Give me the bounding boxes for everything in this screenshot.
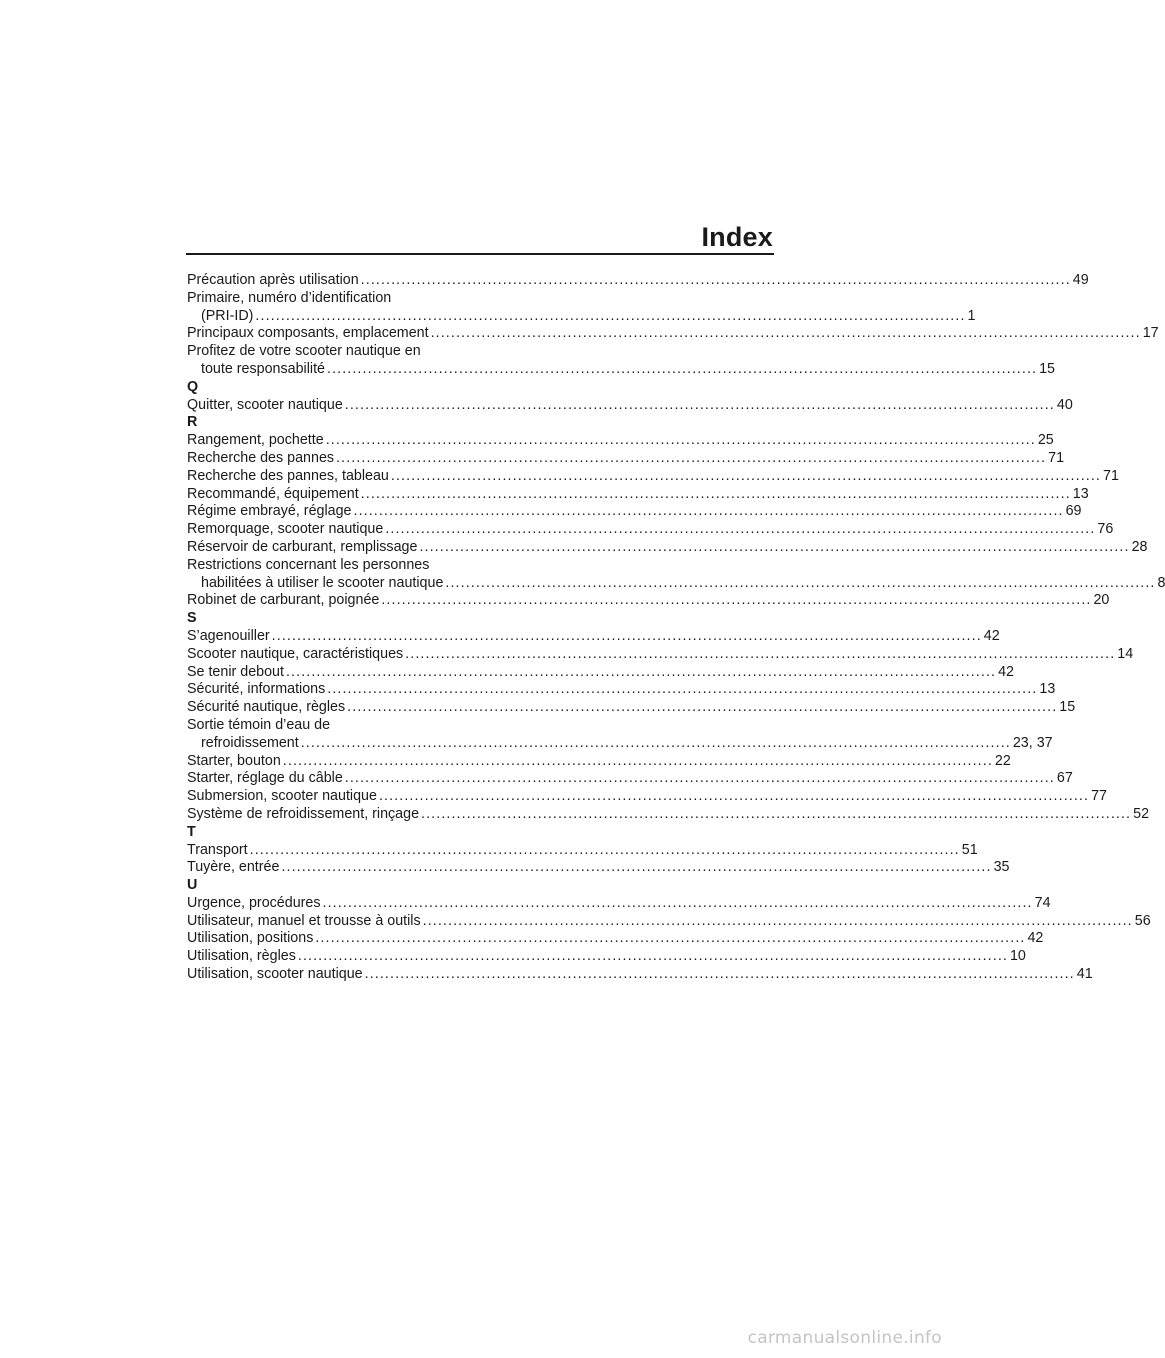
index-entry-text bbox=[187, 717, 471, 735]
index-entry-page: 17 bbox=[1142, 325, 1159, 342]
dot-leader: ............................................................................................................................................ bbox=[405, 645, 1116, 662]
index-entry bbox=[187, 699, 1076, 717]
index-entry-page: 49 bbox=[1072, 272, 1089, 288]
dot-leader: ............................................................................................................................................ bbox=[364, 966, 1075, 983]
index-entry-label: Primaire, numéro d’identification bbox=[187, 289, 392, 306]
index-entry bbox=[187, 627, 1000, 646]
dot-leader: ............................................................................................................................................ bbox=[327, 681, 1038, 698]
index-entry bbox=[187, 503, 1082, 521]
index-entry-page: 1 bbox=[967, 307, 976, 324]
dot-leader: ............................................................................................................................................ bbox=[300, 734, 1011, 751]
index-entry-page: 28 bbox=[1131, 538, 1148, 555]
index-entry-page: 67 bbox=[1056, 770, 1073, 787]
index-entry bbox=[187, 325, 1159, 343]
index-entry-page: 41 bbox=[1076, 966, 1093, 983]
dot-leader: ............................................................................................................................................ bbox=[281, 859, 992, 876]
index-entry-label: Quitter, scooter nautique bbox=[187, 396, 343, 413]
dot-leader: ............................................................................................................................................ bbox=[297, 948, 1008, 965]
index-entry-label: Régime embrayé, réglage bbox=[187, 503, 352, 520]
index-entry bbox=[187, 521, 1114, 539]
dot-leader: ............................................................................................................................................ bbox=[422, 912, 1133, 929]
index-entry-page: 76 bbox=[1097, 521, 1114, 538]
dot-leader: ............................................................................................................................................ bbox=[378, 788, 1090, 805]
index-entry-label: Utilisation, règles bbox=[187, 948, 296, 965]
index-entry bbox=[187, 396, 1073, 415]
index-entry-label: Utilisation, positions bbox=[187, 930, 314, 947]
index-entry-label: Utilisateur, manuel et trousse à outils bbox=[187, 912, 421, 929]
index-entry bbox=[187, 449, 1065, 468]
dot-leader: ............................................................................................................................................ bbox=[360, 272, 1071, 288]
index-entry-label: Réservoir de carburant, remplissage bbox=[187, 538, 418, 555]
index-entry-page: 13 bbox=[1072, 485, 1089, 502]
index-entry-page: 10 bbox=[1009, 948, 1026, 965]
index-entry-label: Recherche des pannes, tableau bbox=[187, 467, 389, 484]
index-entry bbox=[187, 841, 978, 860]
index-entry bbox=[187, 859, 1010, 877]
index-entry-label: Sécurité, informations bbox=[187, 681, 326, 698]
index-entry bbox=[187, 645, 1134, 664]
index-entry bbox=[187, 467, 1119, 486]
index-entry bbox=[187, 948, 1026, 966]
index-entry-label: Utilisation, scooter nautique bbox=[187, 966, 363, 983]
index-entry-page: 25 bbox=[1037, 432, 1054, 449]
dot-leader: ............................................................................................................................................ bbox=[430, 325, 1141, 342]
index-column bbox=[187, 272, 1165, 984]
index-entry bbox=[187, 966, 1093, 984]
index-entry bbox=[187, 805, 1150, 824]
index-entry-label: Tuyère, entrée bbox=[187, 859, 280, 876]
index-entry-page: 14 bbox=[1117, 645, 1134, 662]
dot-leader: ............................................................................................................................................ bbox=[315, 930, 1026, 947]
index-entry-label: Système de refroidissement, rinçage bbox=[187, 805, 420, 822]
index-entry-page: 71 bbox=[1103, 467, 1119, 484]
index-entry bbox=[187, 272, 1089, 290]
index-entry bbox=[187, 894, 1051, 913]
index-entry bbox=[187, 574, 1165, 593]
dot-leader: ............................................................................................................................................ bbox=[381, 592, 1092, 609]
index-entry-label: Sortie témoin d’eau de bbox=[187, 716, 331, 733]
index-entry-page: 35 bbox=[993, 859, 1010, 876]
index-entry-label: habilitées à utiliser le scooter nautique bbox=[201, 574, 444, 591]
dot-leader: ............................................................................................................................................ bbox=[445, 574, 1156, 591]
dot-leader: ............................................................................................................................................ bbox=[325, 432, 1036, 449]
index-entry-text bbox=[187, 343, 471, 361]
index-entry-page: 22 bbox=[994, 752, 1011, 769]
index-entry-page: 71 bbox=[1048, 449, 1065, 466]
index-entry bbox=[187, 485, 1089, 504]
index-entry-label: Recherche des pannes bbox=[187, 449, 335, 466]
index-entry-page: 23, 37 bbox=[1012, 734, 1053, 751]
dot-leader: ............................................................................................................................................ bbox=[271, 627, 982, 644]
index-entry-label: Submersion, scooter nautique bbox=[187, 788, 377, 805]
dot-leader: ............................................................................................................................................ bbox=[419, 538, 1130, 555]
index-entry bbox=[187, 307, 976, 326]
dot-leader: ............................................................................................................................................ bbox=[344, 770, 1055, 787]
index-entry-page: 42 bbox=[998, 663, 1014, 680]
dot-leader: ............................................................................................................................................ bbox=[249, 841, 960, 858]
index-entry-label: Scooter nautique, caractéristiques bbox=[187, 645, 404, 662]
index-entry-label: Restrictions concernant les personnes bbox=[187, 556, 430, 573]
index-entry-page: 20 bbox=[1093, 592, 1110, 609]
index-entry-text bbox=[187, 557, 471, 575]
index-entry-label: Starter, bouton bbox=[187, 752, 281, 769]
index-entry bbox=[187, 681, 1056, 699]
index-entry-label: Robinet de carburant, poignée bbox=[187, 592, 380, 609]
index-entry-page: 40 bbox=[1056, 396, 1073, 413]
index-entry bbox=[187, 752, 1011, 771]
index-entry-label: Transport bbox=[187, 841, 248, 858]
index-entry-label: Se tenir debout bbox=[187, 663, 284, 680]
dot-leader: ............................................................................................................................................ bbox=[344, 396, 1055, 413]
index-entry-page: 42 bbox=[1027, 930, 1044, 947]
dot-leader: ............................................................................................................................................ bbox=[347, 699, 1058, 716]
index-entry-label: Principaux composants, emplacement bbox=[187, 325, 429, 342]
index-entry-label: Précaution après utilisation bbox=[187, 272, 359, 288]
dot-leader: ............................................................................................................................................ bbox=[255, 307, 966, 324]
index-entry-page: 56 bbox=[1134, 912, 1151, 929]
watermark: carmanualsonline.info bbox=[747, 1328, 942, 1348]
index-entry-page: 13 bbox=[1039, 681, 1056, 698]
index-entry-text bbox=[187, 290, 471, 308]
index-entry-page: 74 bbox=[1034, 894, 1051, 911]
title-rule bbox=[186, 253, 774, 255]
index-entry-label: Remorquage, scooter nautique bbox=[187, 521, 384, 538]
index-entry-label: S’agenouiller bbox=[187, 627, 270, 644]
index-entry bbox=[187, 788, 1107, 806]
index-entry-page: 51 bbox=[961, 841, 978, 858]
index-entry bbox=[187, 734, 1053, 753]
index-entry-page: 8 bbox=[1157, 574, 1165, 591]
index-entry bbox=[187, 360, 1056, 379]
index-entry-label: Recommandé, équipement bbox=[187, 485, 359, 502]
index-entry-label: Urgence, procédures bbox=[187, 894, 321, 911]
index-entry bbox=[187, 930, 1044, 948]
dot-leader: ............................................................................................................................................ bbox=[353, 503, 1064, 520]
index-entry bbox=[187, 770, 1073, 788]
index-entry-label: (PRI-ID) bbox=[201, 307, 254, 324]
index-entry bbox=[187, 592, 1110, 610]
index-letter-heading: S bbox=[187, 610, 197, 627]
index-entry-label: refroidissement bbox=[201, 734, 299, 751]
dot-leader: ............................................................................................................................................ bbox=[390, 467, 1101, 484]
index-entry bbox=[187, 432, 1054, 450]
index-entry-page: 69 bbox=[1065, 503, 1082, 520]
index-letter-heading: U bbox=[187, 877, 198, 894]
index-entry-label: Profitez de votre scooter nautique en bbox=[187, 343, 421, 360]
index-entry bbox=[187, 912, 1151, 931]
index-letter-heading: T bbox=[187, 823, 196, 840]
dot-leader: ............................................................................................................................................ bbox=[285, 663, 997, 680]
index-entry-label: Rangement, pochette bbox=[187, 432, 324, 449]
index-entry-page: 15 bbox=[1039, 360, 1056, 377]
index-letter-heading: Q bbox=[187, 378, 199, 395]
dot-leader: ............................................................................................................................................ bbox=[336, 449, 1047, 466]
dot-leader: ............................................................................................................................................ bbox=[360, 485, 1071, 502]
index-entry bbox=[187, 538, 1148, 557]
dot-leader: ............................................................................................................................................ bbox=[322, 894, 1033, 911]
index-entry-label: Starter, réglage du câble bbox=[187, 770, 343, 787]
dot-leader: ............................................................................................................................................ bbox=[327, 360, 1038, 377]
index-entry bbox=[187, 663, 1014, 682]
index-letter-heading: R bbox=[187, 414, 198, 431]
index-entry-page: 77 bbox=[1091, 788, 1107, 805]
index-entry-page: 15 bbox=[1059, 699, 1076, 716]
index-entry-page: 42 bbox=[983, 627, 1000, 644]
page-title: Index bbox=[701, 222, 773, 252]
dot-leader: ............................................................................................................................................ bbox=[282, 752, 993, 769]
index-entry-label: Sécurité nautique, règles bbox=[187, 699, 346, 716]
index-entry-label: toute responsabilité bbox=[201, 360, 325, 377]
index-entry-page: 52 bbox=[1133, 805, 1150, 822]
dot-leader: ............................................................................................................................................ bbox=[421, 805, 1132, 822]
dot-leader: ............................................................................................................................................ bbox=[385, 521, 1096, 538]
